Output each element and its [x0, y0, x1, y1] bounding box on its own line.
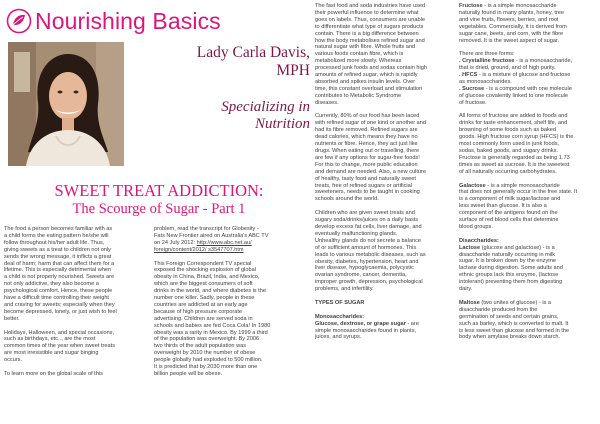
galactose-term: Galactose [459, 182, 486, 189]
types-of-sugar-heading: TYPES OF SUGAR [315, 299, 365, 306]
forms-intro: There are three forms: [459, 51, 515, 58]
author-block [128, 44, 310, 133]
author-photo [8, 42, 124, 166]
fructose-term: Fructose [459, 3, 483, 9]
article-column-4: Fructose - is a simple monosaccharide naturally found in many plants, honey, tree and vine fruits, flowers, berries, and root vegetables. Commercially, it is derived from sugar cane, beets, and corn, with the fibre removed. It is the sweet aspect of sugar. There are three forms: . Crystalline fructose - is a monosaccharide, that is dried, ground, and of high purity. . HFCS - is a mixture of glucose and fructose as monosaccharides. . Sucrose - is a compound with one molecule of glucose covalently linked to one molecule of fructose. All forms of fructose are added to foods and drinks for taste enhancement, shelf life, and browning of some foods such as baked goods. High fructose corn syrup (HFCS) is the most commonly form used in junk foods, sodas, baked goods, and sugary drinks. Fructose is generally regarded as being 1.73 times as sweet as sucrose. It is the sweetest of all naturally occurring carbohydrates. Galactose - is a simple monosaccharide that does not generally occur in the free state. It is a component of milk sugar/lactose and less sweet than glucose. It is also a component of the antigens found on the surface of red blood cells that determine blood groups. Disaccharides: Lactose (glucose and galactose) - is a disaccharide naturally occurring in milk sugar. It is broken down by the enzyme lactase during digestion. Some adults and ethnic groups lack this enzyme, (lactose intolerant) preventing them from digesting dairy. Maltose (two unites of glucose) - is a disaccharide produced from the germination of seeds and certain grains, such as barley, which is converted to malt. It is less sweet than glucose and formed in the body when amylase breaks down starch. [459, 3, 597, 421]
article-subtitle: The Scourge of Sugar - Part 1 [72, 201, 246, 217]
author-specialty: Specializing in Nutrition [221, 99, 310, 132]
glucose-term: Glucose, dextrose, or grape sugar [315, 320, 406, 327]
form-term: . Sucrose [459, 85, 485, 92]
form-term: . Crystalline fructose [459, 58, 515, 65]
disaccharides-heading: Disaccharides: [459, 237, 499, 244]
article-column-3: The fast food and soda industries have used their powerful influence to determine what goes on labels. Thus, consumers are unable to differentiate what type of sugars products contain. There is a big difference between how the body metabolises refined sugar and natural sugar with fibre. Whole fruits and various foods contain fibre, which is metabolized more slowly. Whereas processed junk foods and sodas contain high amounts of refined sugar, which is rapidly absorbed and spikes insulin levels. Over time, this constant overload and stimulation contributes to Metabolic Syndrome diseases. Currently, 80% of our food has been laced with refined sugar of one kind or another and had its fibre removed. Refined sugars are dead calories, which means they have no nutrients or fibre. Hence, they act just like drugs. When eating out or travelling, there are few if any options for sugar-free foods! For this to change, more public education and demand are needed. Also, a new culture of healthy, tasty food and naturally sweet treats, free of refined sugars or artificial sweeteners, needs to be taught in cooking schools around the world. Children who are given sweet treats and sugary soda/drinks/juices on a daily basis develop excess fat cells, liver damage, and eventually malfunctioning glands. Unhealthy glands do not secrete a balance of or sufficient amount of hormones. This leads to various metabolic diseases, such as obesity, diabetes, hypertension, heart and liver disease, hypoglycaemia, polycystic ovarian syndrome, cancer, dementia, improper growth, depression, psychological problems, and infertility. TYPES OF SUGAR Monosaccharides: Glucose, dextrose, or grape sugar - are simple monosaccharides found in plants, juices, and syrups. [315, 3, 453, 421]
abc-transcript-link[interactable]: http://www.abc.net.au/ [196, 239, 252, 246]
article-column-1: The food a person becomes familiar with as a child forms the eating pattern he/she will follow throughout his/her adult life. Thus, giving sweets as a treat to children not only sends the wrong message, it inflicts a great deal of harm; harm that can affect them for a lifetime. This is especially detrimental when a child is not properly nourished. Sweets are not only addictive, they also become a psychological comfort. Hence, these people have a difficult time controlling their weight and craving for sweets; especially when they become depressed, lonely, or just wish to feel better. Holidays, Halloween, and special occasions, such as birthdays, etc.., are the most common times of the year when sweet treats are most irresistible and sugar binging occurs. To learn more on the global scale of this [4, 226, 117, 377]
lactose-term: Lactose [459, 244, 481, 251]
author-name: Lady Carla Davis, MPH [196, 44, 310, 79]
form-term: . HFCS [459, 72, 478, 79]
brand-name: Nourishing Basics [35, 7, 221, 34]
abc-transcript-link-cont[interactable]: foreign/content/2012/ s3547707.htm [154, 246, 244, 253]
article-title [8, 182, 310, 218]
leaf-swirl-icon [6, 8, 32, 34]
brand-header [6, 6, 221, 36]
monosaccharides-heading: Monosaccharides: [315, 313, 365, 320]
article-title-line1: SWEET TREAT ADDICTION: [54, 181, 264, 200]
article-column-2: problem, read the transcript for Globesity - Fats New Frontier aired on Australia's ABC TV on 24 July 2012: http://www.abc.net.au/ foreign/content/2012/ s3547707.htm This Foreign Correspondent TV special exposed the shocking explosion of global obesity in China, Brazil, India, and Mexico, which are the biggest consumers of soft drinks in the world, and where diabetes is the number one killer. Sadly, people in these countries are addicted at an early age because of high pressure corporate advertising. Children are served soda in schools and babies are fed Coca Cola! In 1980 obesity was a rarity in Mexico. By 1999 a third of the population was overweight. By 2006 two thirds of the adult population was overweight by 2010 the number of obese people globally had exploded to 500 million. It is predicted that by 2030 more than one billion people will be obese. [154, 226, 305, 422]
maltose-term: Maltose [459, 299, 480, 306]
